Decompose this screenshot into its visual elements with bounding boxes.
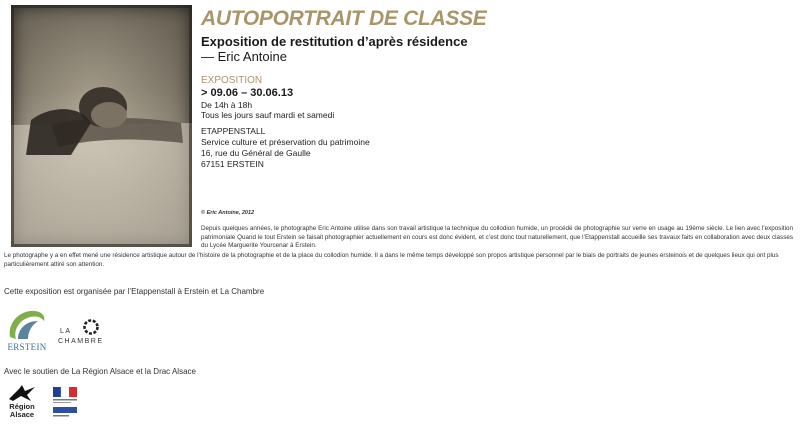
republique-francaise-logo bbox=[52, 386, 78, 420]
exhibition-title: AUTOPORTRAIT DE CLASSE bbox=[201, 7, 487, 30]
organizers-text: Cette exposition est organisée par l’Etappenstall à Erstein et La Chambre bbox=[4, 287, 265, 296]
support-text: Avec le soutien de La Région Alsace et la Drac Alsace bbox=[4, 367, 196, 376]
exhibition-author: — Eric Antoine bbox=[201, 49, 287, 64]
erstein-logo bbox=[4, 307, 50, 355]
chambre-la-text: LA bbox=[60, 328, 72, 335]
venue-address bbox=[201, 126, 370, 170]
la-chambre-logo bbox=[58, 318, 108, 350]
exhibition-days: Tous les jours sauf mardi et samedi bbox=[201, 110, 335, 120]
exhibition-subtitle: Exposition de restitution d’après résidence bbox=[201, 34, 468, 49]
description-paragraph-1: Depuis quelques années, le photographe Eric Antoine utilise dans son travail artistique la technique du collodion humide, un procédé de photographie sur verre en usage au 19ème siècle. Le lien avec l’exposition patrimoniale Quand le tout Erstein se faisait photographier actuellement en cours est donc évident, et c’est donc tout naturellement, que l’Etappenstall accueille ses travaux faits en collaboration avec deux classes du Lycée Marguerite Yourcenar à Erstein. bbox=[201, 225, 793, 249]
venue-line3: 67151 ERSTEIN bbox=[201, 159, 264, 169]
marianne-flag-icon bbox=[52, 386, 78, 420]
portrait-illustration bbox=[11, 5, 192, 247]
venue-line2: 16, rue du Général de Gaulle bbox=[201, 148, 311, 158]
photo-credit: © Eric Antoine, 2012 bbox=[201, 210, 255, 216]
region-alsace-logo bbox=[5, 383, 39, 425]
region-line-2: Alsace bbox=[9, 410, 35, 419]
erstein-logo-text: ERSTEIN bbox=[7, 342, 47, 352]
description-paragraph-2: Le photographe y a en effet mené une résidence artistique autour de l’histoire de la photographie et de la place du collodion humide. Il a dans le même temps développé son propos artistique personnel par le biais de portraits de jeunes ersteinois et de quelques lieux qui ont plus particulièrement attiré son attention. bbox=[4, 252, 779, 268]
region-alsace-bird-icon bbox=[5, 383, 39, 403]
exhibition-dates: > 09.06 – 30.06.13 bbox=[201, 87, 294, 99]
erstein-emblem-icon bbox=[4, 307, 50, 343]
exhibition-photo bbox=[11, 5, 192, 247]
venue-line1: Service culture et préservation du patrimoine bbox=[201, 137, 370, 147]
chambre-ring-icon bbox=[82, 318, 100, 336]
chambre-name-text: CHAMBRE bbox=[58, 338, 104, 345]
exhibition-label: EXPOSITION bbox=[201, 75, 263, 86]
venue-name: ETAPPENSTALL bbox=[201, 126, 266, 136]
region-line-1: Région bbox=[9, 402, 35, 411]
region-alsace-text bbox=[5, 403, 39, 419]
exhibition-hours: De 14h à 18h bbox=[201, 100, 253, 110]
